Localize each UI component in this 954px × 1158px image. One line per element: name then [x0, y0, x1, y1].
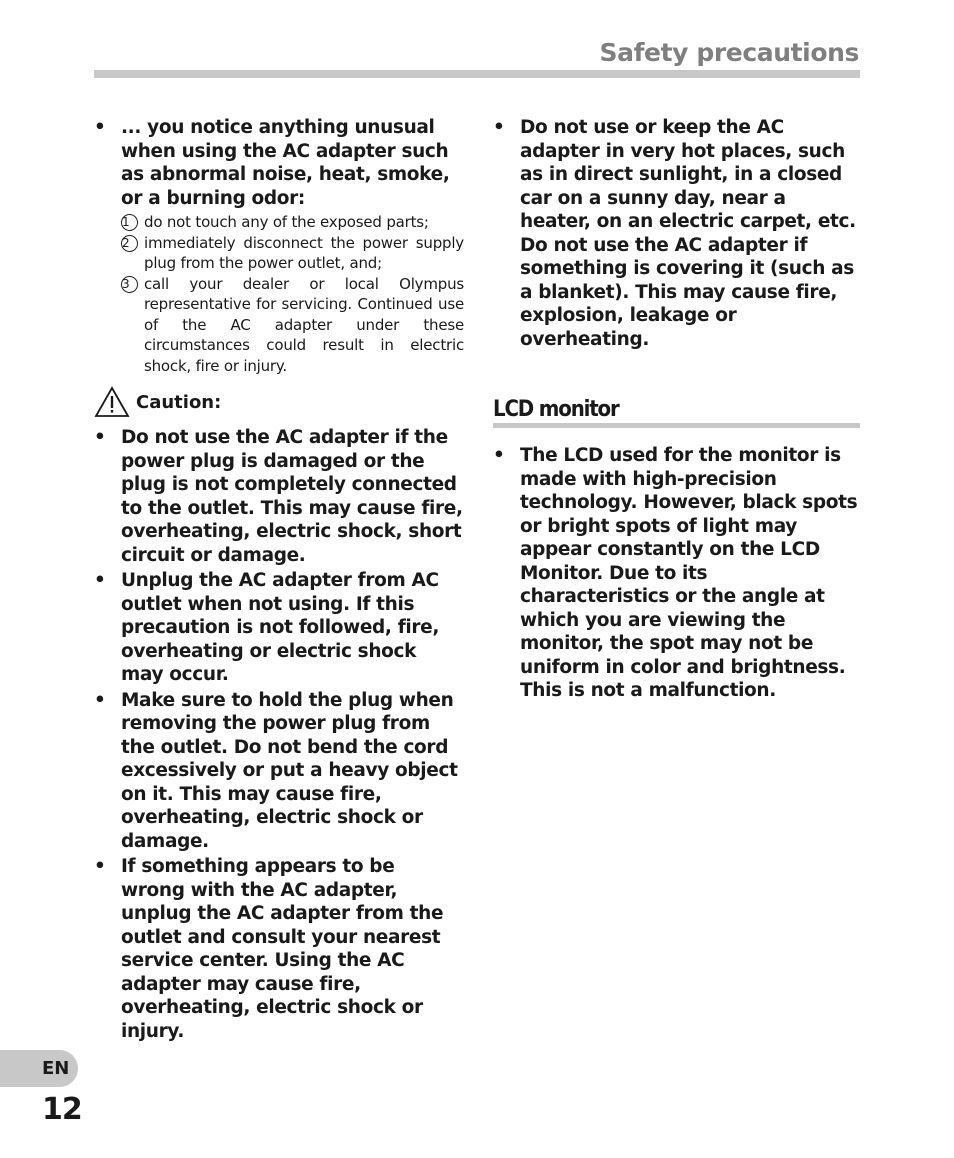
- bullet-marker: •: [94, 856, 106, 877]
- list-item: [493, 444, 860, 703]
- section-title-lcd-monitor: LCD monitor: [493, 397, 619, 422]
- caution-label: Caution:: [136, 391, 222, 413]
- step-item: [121, 233, 464, 274]
- page-number: 12: [42, 1092, 82, 1127]
- bullet-text: Unplug the AC adapter from AC outlet when not using. If this precaution is not followed, fire, overheating or electric shock may occur.: [121, 570, 440, 685]
- list-item: [94, 569, 464, 687]
- step-number-circle: 3: [121, 276, 138, 293]
- bullet-marker: •: [94, 570, 106, 591]
- step-number-circle: 2: [121, 235, 138, 252]
- warning-triangle-icon: [94, 386, 130, 418]
- bullet-marker: •: [94, 689, 106, 711]
- header-rule: [94, 70, 860, 78]
- step-item: [121, 274, 464, 377]
- bullet-text: Make sure to hold the plug when removing the power plug from the outlet. Do not bend the cord excessively or put a heavy object on it. This may cause fire, overheating, electric shock or damage.: [121, 689, 458, 852]
- left-column: [94, 116, 464, 1045]
- list-item: [94, 689, 464, 854]
- header-title: Safety precautions: [599, 38, 859, 67]
- bullet-text: Do not use the AC adapter if the power plug is damaged or the plug is not completely connected to the outlet. This may cause fire, overheating, electric shock, short circuit or damage.: [121, 427, 463, 566]
- bullet-text: Do not use or keep the AC adapter in very hot places, such as in direct sunlight, in a closed car on a sunny day, near a heater, on an electric carpet, etc. Do not use the AC adapter if something is covering it (such as a blanket). This may cause fire, explosion, leakage or overheating.: [520, 117, 856, 350]
- step-item: [121, 212, 464, 233]
- language-badge: EN: [0, 1050, 78, 1087]
- step-text: immediately disconnect the power supply plug from the power outlet, and;: [144, 233, 464, 272]
- list-item: [94, 426, 464, 567]
- bullet-marker: •: [493, 445, 505, 466]
- right-column: [493, 116, 860, 705]
- caution-heading: [94, 386, 464, 418]
- numbered-steps: [121, 212, 464, 376]
- bullet-marker: •: [94, 117, 106, 138]
- intro-bullet: [94, 116, 464, 210]
- list-item: [493, 116, 860, 351]
- section-rule: [493, 423, 860, 428]
- list-item: [94, 855, 464, 1043]
- bullet-text: If something appears to be wrong with the AC adapter, unplug the AC adapter from the outlet and consult your nearest service center. Using the AC adapter may cause fire, overheating, electric shock or injury.: [121, 856, 444, 1042]
- intro-bullet-text: ... you notice anything unusual when using the AC adapter such as abnormal noise, heat, smoke, or a burning odor:: [121, 117, 450, 209]
- step-text: call your dealer or local Olympus representative for servicing. Continued use of the AC adapter under these circumstances could result in electric shock, fire or injury.: [144, 274, 464, 375]
- step-text: do not touch any of the exposed parts;: [144, 213, 429, 231]
- step-number-circle: 1: [121, 214, 138, 231]
- bullet-marker: •: [493, 117, 505, 138]
- bullet-marker: •: [94, 427, 106, 448]
- bullet-text: The LCD used for the monitor is made with high-precision technology. However, black spots or bright spots of light may appear constantly on the LCD Monitor. Due to its characteristics or the angle at which you are viewing the monitor, the spot may not be uniform in color and brightness. This is not a malfunction.: [520, 445, 858, 701]
